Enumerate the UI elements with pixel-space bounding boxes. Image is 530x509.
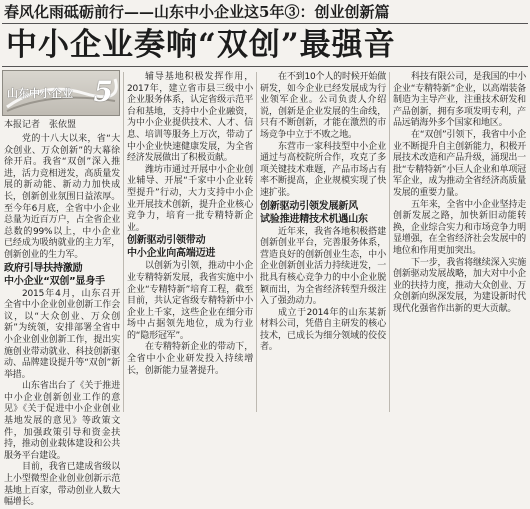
paragraph: 辅导基地积极发挥作用，2017年，建立省市县三级中小企业服务体系，认定省级示范平台和基地，支持中小企业融资，为中小企业提供技术、人才、信息、培训等服务上万次，带动了中小企业快速健康发展，为全省经济发展做出了积极贡献。 [127, 72, 253, 164]
subheading: 政府引导扶持激励 [4, 262, 83, 274]
paragraph: 潍坊市通过开展中小企业创业辅导、开展“千家中小企业转型提升”行动，大力支持中小企业开展技术创新，提升企业核心竞争力，培育一批专精特新企业。 [127, 164, 253, 233]
subheading: 创新驱动引领带动 [127, 235, 206, 247]
article-column-1 [4, 134, 120, 508]
column-divider [123, 72, 124, 412]
paragraph: 近年来，我省各地积极搭建创新创业平台，完善服务体系，营造良好的创新创业生态，中小企业创新创业活力持续迸发，一批具有核心竞争力的中小企业脱颖而出，为全省经济转型升级注入了强劲动力。 [260, 226, 386, 307]
paragraph: 成立于2014年的山东某新材料公司，凭借自主研发的核心技术，已成长为细分领域的佼佼者。 [260, 307, 386, 353]
paragraph: 在“双创”引领下，我省中小企业不断提升自主创新能力，积极开展技术改造和产品升级，涌现出一批“专精特新”小巨人企业和单项冠军企业，成为推动全省经济高质量发展的重要力量。 [393, 129, 526, 198]
article-column-4 [393, 72, 526, 412]
paragraph: 党的十八大以来，省“大众创业、万众创新”的大幕徐徐开启。我省“双创”深入推进，活力竞相迸发，高质量发展的新动能、新动力加快成长，创新创业氛围日益浓厚。至今年6月底，全省中小企业总量为近百万户，占全省企业总数的99%以上，中小企业已经成为吸纳就业的主力军，创新创业的生力军。 [4, 134, 120, 260]
subheading: 中小企业向高端迈进 [127, 248, 216, 260]
paragraph: 东营市一家科技型中小企业通过与高校院所合作，攻克了多项关键技术难题，产品市场占有率不断提高，企业规模实现了快速扩张。 [260, 141, 386, 198]
article-column-2 [127, 72, 253, 412]
paragraph: 科技有限公司，是我国的中小企业“专精特新”企业，以高端装备制造为主导产业，注重技术研发和产品创新，拥有多项发明专利，产品远销海外多个国家和地区。 [393, 72, 526, 129]
article-column-3 [260, 72, 386, 412]
subheading: 中小企业“双创”显身手 [4, 275, 105, 287]
paragraph: 山东省出台了《关于推进中小企业创新创业工作的意见》《关于促进中小企业创业基地发展的意见》等政策文件，加强政策引导和资金扶持，推动创业载体建设和公共服务平台建设。 [4, 381, 120, 461]
paragraph: 目前，我省已建成省级以上小型微型企业创业创新示范基地上百家，带动创业人数大幅增长。 [4, 462, 120, 508]
byline: 本报记者 张依盟 [4, 120, 77, 130]
logo-text: 山东中小企业 [7, 87, 73, 100]
article-headline: 中小企业奏响“双创”最强音 [6, 27, 396, 63]
column-divider [389, 72, 390, 412]
column-divider [256, 72, 257, 412]
headline-divider [2, 66, 528, 67]
series-logo [2, 70, 120, 116]
kicker-divider [2, 23, 528, 24]
paragraph: 在不到10个人的时候开始做研发，如今企业已经发展成为行业领军企业。公司负责人介绍说，创新是企业发展的生命线，只有不断创新，才能在激烈的市场竞争中立于不败之地。 [260, 72, 386, 140]
paragraph: 以创新为引领，推动中小企业专精特新发展，我省实施中小企业“专精特新”培育工程，截至目前，共认定省级专精特新中小企业上千家，这些企业在细分市场中占据领先地位，成为行业的“隐形冠军”。 [127, 261, 253, 341]
paragraph: 五年来，全省中小企业坚持走创新发展之路，加快新旧动能转换，企业综合实力和市场竞争力明显增强，在全省经济社会发展中的地位和作用更加突出。 [393, 199, 526, 256]
article-kicker: 春风化雨砥砺前行——山东中小企业这5年③：创业创新篇 [4, 3, 390, 21]
paragraph: 在专精特新企业的带动下，全省中小企业研发投入持续增长，创新能力显著提升。 [127, 342, 253, 376]
paragraph: 下一步，我省将继续深入实施创新驱动发展战略，加大对中小企业的扶持力度，推动大众创业、万众创新向纵深发展，为建设新时代现代化强省作出新的更大贡献。 [393, 257, 526, 314]
subheading: 试验推进精技术机遇山东 [260, 213, 368, 225]
logo-number: 5 [93, 75, 113, 108]
paragraph: 2015年4月，山东召开全省中小企业创业创新工作会议，以“大众创业、万众创新”为统领，安排部署全省中小企业创业创新工作，提出实施创业带动就业、科技创新驱动、品牌建设提升等“双创”新举措。 [4, 288, 120, 380]
subheading: 创新驱动引领发展新风 [260, 200, 358, 212]
